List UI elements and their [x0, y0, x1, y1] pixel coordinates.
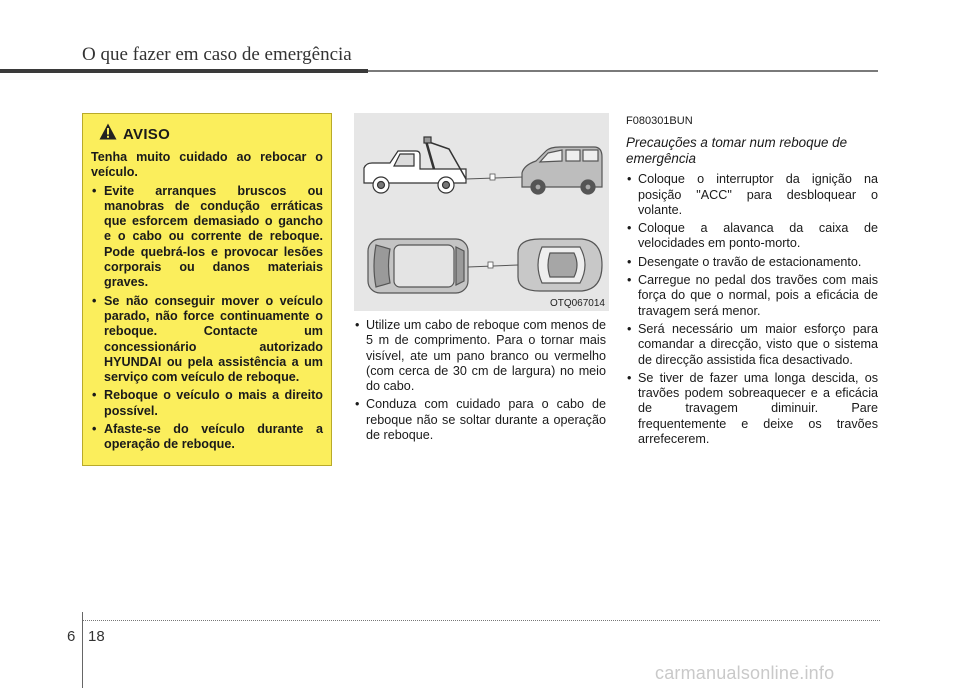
- chapter-number: 6: [67, 628, 76, 645]
- warning-item: • Reboque o veículo o mais a direito possível.: [91, 388, 323, 419]
- sedan-top-icon: [518, 239, 602, 291]
- footer-divider: [82, 612, 83, 688]
- warning-triangle-icon: [99, 123, 117, 145]
- list-item: • Desengate o travão de estacionamento.: [626, 255, 878, 270]
- warning-intro: Tenha muito cuidado ao rebocar o veículo.: [91, 150, 323, 180]
- towing-illustration: [354, 113, 609, 311]
- warning-list: [91, 184, 323, 453]
- warning-item: • Evite arranques bruscos ou manobras de condução erráticas que esforcem demasiado o gancho e o cabo ou corrente de reboque. Pode quebrá-los e provocar lesões corporais ou danos materiais graves.: [91, 184, 323, 291]
- list-item: • Coloque o interruptor da ignição na posição "ACC" para desbloquear o volante.: [626, 172, 878, 218]
- towing-diagram: [354, 113, 609, 311]
- warning-item: • Afaste-se do veículo durante a operação de reboque.: [91, 422, 323, 453]
- middle-column: [354, 318, 606, 446]
- warning-header: [91, 122, 323, 146]
- tow-truck-side-icon: [364, 137, 466, 193]
- list-item: • Carregue no pedal dos travões com mais força do que o normal, pois a eficácia de travagem será menor.: [626, 273, 878, 319]
- precautions-list: [626, 172, 878, 447]
- watermark: carmanualsonline.info: [655, 663, 835, 683]
- van-side-icon: [522, 147, 602, 194]
- list-item: • Utilize um cabo de reboque com menos de 5 m de comprimento. Para o tornar mais visível, ate um pano branco ou vermelho (com cerca de 30 cm de largura) no meio do cabo.: [354, 318, 606, 394]
- van-top-icon: [368, 239, 468, 293]
- section-code: F080301BUN: [626, 115, 693, 127]
- page-header-title: O que fazer em caso de emergência: [82, 44, 352, 65]
- list-item: • Coloque a alavanca da caixa de velocidades em ponto-morto.: [626, 221, 878, 252]
- list-item: • Será necessário um maior esforço para comandar a direcção, visto que o sistema de direcção assistida fica desactivado.: [626, 322, 878, 368]
- page-number: 18: [88, 628, 105, 645]
- figure-caption: OTQ067014: [549, 298, 605, 309]
- warning-box: [82, 113, 332, 466]
- warning-item: • Se não conseguir mover o veículo parado, não force continuamente o reboque. Contacte um concessionário autorizado HYUNDAI ou pela assistência a um serviço com veículo de reboque.: [91, 294, 323, 386]
- header-rule-dark: [0, 69, 368, 73]
- list-item: • Se tiver de fazer uma longa descida, os travões podem sobreaquecer e a eficácia de travagem diminuir. Pare frequentemente e deixe os travões arrefecerem.: [626, 371, 878, 447]
- list-item: • Conduza com cuidado para o cabo de reboque não se soltar durante a operação de reboque.: [354, 397, 606, 443]
- section-title: Precauções a tomar num reboque de emergência: [626, 135, 848, 166]
- header-rule-light: [368, 70, 878, 72]
- right-column: [626, 114, 878, 450]
- footer-rule: [82, 620, 880, 621]
- warning-title: AVISO: [123, 125, 171, 143]
- towing-instructions-list: [354, 318, 606, 443]
